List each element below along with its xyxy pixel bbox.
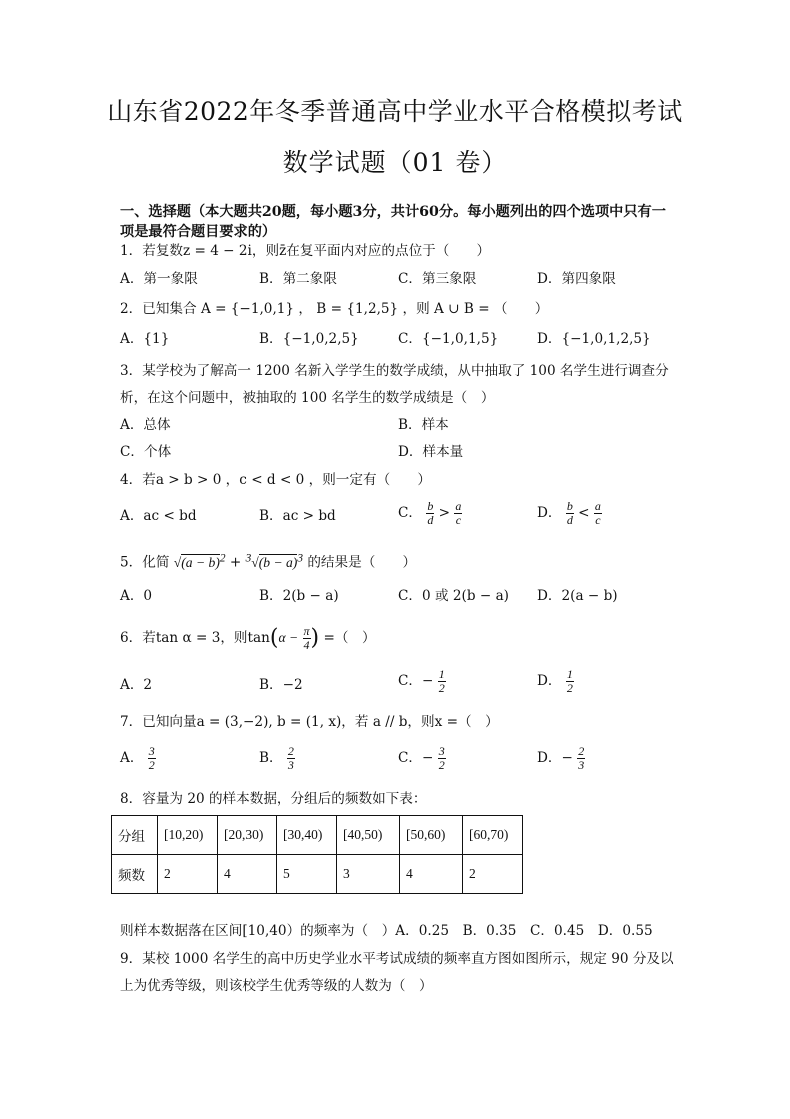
q9-stem-line1: 9．某校 1000 名学生的高中历史学业水平考试成绩的频率直方图如图所示，规定 90 分及以 — [120, 951, 674, 967]
table-cell: 4 — [218, 855, 277, 894]
table-cell: 3 — [337, 855, 400, 894]
q1-option-b: B．第二象限 — [259, 271, 337, 287]
q7-c-frac: $\frac{3}{2}$ — [438, 744, 445, 772]
q6-frac-pi-4: $\frac{\pi}{4}$ — [303, 624, 310, 652]
q6-option-d: D． $\frac{1}{2}$ — [537, 667, 573, 695]
q9-stem-line2: 上为优秀等级，则该校学生优秀等级的人数为（ ） — [120, 978, 433, 994]
q4-option-b: B．ac > bd — [259, 508, 336, 524]
q2-option-c: C．{−1,0,1,5} — [398, 331, 499, 347]
table-cell: [60,70) — [463, 816, 523, 855]
q6-option-a: A．2 — [120, 677, 153, 693]
q7-option-c: C．− $\frac{3}{2}$ — [398, 744, 445, 772]
q2-option-d: D．{−1,0,1,2,5} — [537, 331, 651, 347]
exam-title: 山东省2022年冬季普通高中学业水平合格模拟考试 — [107, 97, 683, 126]
table-cell: 2 — [463, 855, 523, 894]
q4-option-d: D． $\frac{b}{d}$ < $\frac{a}{c}$ — [537, 499, 601, 527]
q1-option-d: D．第四象限 — [537, 271, 616, 287]
q4-option-a: A．ac < bd — [120, 508, 197, 524]
q6-stem: 6．若tan α = 3，则tan(α − $\frac{\pi}{4}$ ) =（ ） — [120, 624, 376, 652]
q5-option-d: D．2(a − b) — [537, 588, 618, 604]
q6-c-frac: $\frac{1}{2}$ — [438, 667, 445, 695]
q1-option-c: C．第三象限 — [398, 271, 477, 287]
table-cell: 5 — [277, 855, 337, 894]
q7-option-d: D．− $\frac{2}{3}$ — [537, 744, 585, 772]
table-cell: 分组 — [112, 816, 158, 855]
q2-stem: 2．已知集合 A = {−1,0,1} ， B = {1,2,5} ，则 A ∪ B = （ ） — [120, 301, 549, 317]
q3-option-b: B．样本 — [398, 417, 449, 433]
q5-option-b: B．2(b − a) — [259, 588, 339, 604]
q6-option-c: C．− $\frac{1}{2}$ — [398, 667, 445, 695]
q5-sqrt-expression: $√(a - b)^2$ — [173, 552, 226, 570]
q5-cbrt-expression: $^3√(b - a)^3$ — [245, 552, 304, 570]
q5-option-c: C．0 或 2(b − a) — [398, 588, 509, 604]
table-cell: [30,40) — [277, 816, 337, 855]
table-cell: 2 — [158, 855, 218, 894]
frequency-table — [111, 815, 523, 894]
q3-option-a: A．总体 — [120, 417, 171, 433]
q3-stem-line1: 3．某学校为了解高一 1200 名新入学学生的数学成绩，从中抽取了 100 名学生进行调查分 — [120, 363, 669, 379]
q4-c-frac-bd: $\frac{b}{d}$ — [427, 499, 434, 527]
q4-option-c-label: C． — [398, 505, 422, 521]
table-cell: [10,20) — [158, 816, 218, 855]
q7-option-b: B． $\frac{2}{3}$ — [259, 744, 294, 772]
q7-a-frac: $\frac{3}{2}$ — [148, 744, 155, 772]
q4-option-d-label: D． — [537, 505, 562, 521]
table-cell: 频数 — [112, 855, 158, 894]
exam-subtitle: 数学试题（01 卷） — [282, 148, 508, 177]
q4-d-frac-ac: $\frac{a}{c}$ — [594, 499, 601, 527]
section-heading: 一、选择题（本大题共20题，每小题3分，共计60分。每小题列出的四个选项中只有一项是最符合题目要求的） — [120, 204, 666, 240]
table-cell: 4 — [400, 855, 463, 894]
q6-option-b: B．−2 — [259, 677, 303, 693]
q7-stem: 7．已知向量a = (3,−2), b = (1, x)，若 a // b，则x =（ ） — [120, 714, 499, 730]
q7-d-frac: $\frac{2}{3}$ — [578, 744, 585, 772]
q1-stem: 1．若复数z = 4 − 2i，则z̄在复平面内对应的点位于（ ） — [120, 243, 491, 259]
q4-d-frac-bd: $\frac{b}{d}$ — [566, 499, 573, 527]
q6-d-frac: $\frac{1}{2}$ — [566, 667, 573, 695]
table-row — [112, 816, 523, 855]
q2-option-b: B．{−1,0,2,5} — [259, 331, 359, 347]
q5-stem: 5．化简 $√(a - b)^2 + ^3√(b - a)^3$ 的结果是（ ） — [120, 552, 417, 571]
table-cell: [40,50) — [337, 816, 400, 855]
q4-stem: 4．若a > b > 0 ，c < d < 0 ，则一定有（ ） — [120, 472, 431, 488]
q4-option-c: C． $\frac{b}{d}$ > $\frac{a}{c}$ — [398, 499, 462, 527]
q7-option-a: A． $\frac{3}{2}$ — [120, 744, 155, 772]
q8-answer-line: 则样本数据落在区间[10,40）的频率为（ ）A．0.25 B．0.35 C．0.45 D．0.55 — [120, 923, 653, 939]
q3-stem-line2: 析，在这个问题中，被抽取的 100 名学生的数学成绩是（ ） — [120, 390, 495, 406]
q1-option-a: A．第一象限 — [120, 271, 198, 287]
q2-option-a: A．{1} — [120, 331, 170, 347]
q5-option-a: A．0 — [120, 588, 153, 604]
q4-c-frac-ac: $\frac{a}{c}$ — [455, 499, 462, 527]
table-cell: [20,30) — [218, 816, 277, 855]
q7-b-frac: $\frac{2}{3}$ — [287, 744, 294, 772]
table-cell: [50,60) — [400, 816, 463, 855]
q3-option-c: C．个体 — [120, 444, 172, 460]
q3-option-d: D．样本量 — [398, 444, 464, 460]
q8-stem: 8．容量为 20 的样本数据，分组后的频数如下表： — [120, 791, 427, 807]
table-row — [112, 855, 523, 894]
